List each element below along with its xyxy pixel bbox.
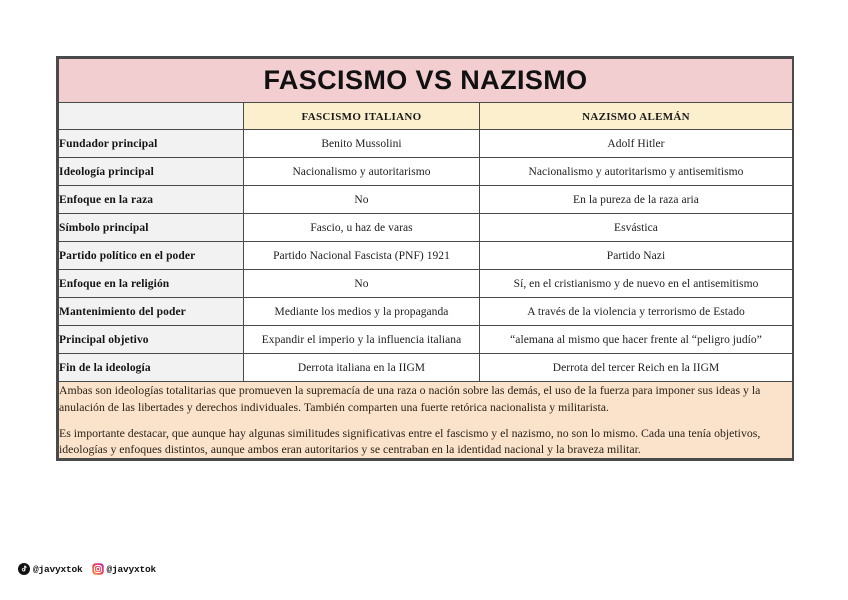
notes-row <box>59 382 793 459</box>
row-value-fascismo: Mediante los medios y la propaganda <box>244 298 480 326</box>
table-row <box>59 130 793 158</box>
row-value-fascismo: Expandir el imperio y la influencia italiana <box>244 326 480 354</box>
row-label: Enfoque en la religión <box>59 270 244 298</box>
comparison-sheet <box>56 56 794 461</box>
row-value-nazismo: Derrota del tercer Reich en la IIGM <box>480 354 793 382</box>
row-label: Fin de la ideología <box>59 354 244 382</box>
table-row <box>59 242 793 270</box>
row-value-fascismo: Partido Nacional Fascista (PNF) 1921 <box>244 242 480 270</box>
tiktok-handle: @javyxtok <box>33 563 83 575</box>
notes-section <box>59 382 793 459</box>
row-label: Ideología principal <box>59 158 244 186</box>
table-row <box>59 270 793 298</box>
row-label: Partido político en el poder <box>59 242 244 270</box>
table-row <box>59 354 793 382</box>
row-label: Mantenimiento del poder <box>59 298 244 326</box>
social-footer <box>18 563 156 575</box>
table-row <box>59 326 793 354</box>
notes-paragraph-1: Ambas son ideologías totalitarias que promueven la supremacía de una raza o nación sobre las demás, el uso de la fuerza para imponer sus ideas y la anulación de las libertades y derechos individuales. También comparten una fuerte retórica nacionalista y militarista. <box>59 383 761 414</box>
row-label: Principal objetivo <box>59 326 244 354</box>
row-value-fascismo: Nacionalismo y autoritarismo <box>244 158 480 186</box>
row-value-fascismo: Fascio, u haz de varas <box>244 214 480 242</box>
row-value-nazismo: “alemana al mismo que hacer frente al “peligro judío” <box>480 326 793 354</box>
row-value-fascismo: No <box>244 270 480 298</box>
header-fascismo-italiano-label: FASCISMO ITALIANO <box>301 111 422 123</box>
row-value-nazismo: En la pureza de la raza aria <box>480 186 793 214</box>
table-row <box>59 158 793 186</box>
table-row <box>59 298 793 326</box>
notes-paragraph-2: Es importante destacar, que aunque hay algunas similitudes significativas entre el fascismo y el nazismo, no son lo mismo. Cada una tenía objetivos, ideologías y enfoques distintos, aunque ambos eran autoritarios y se centraban en la identidad nacional y la braveza militar. <box>59 425 761 457</box>
document-title-cell <box>59 59 793 103</box>
table-body <box>59 59 793 459</box>
header-nazismo-aleman-label: NAZISMO ALEMÁN <box>582 111 690 123</box>
comparison-table <box>58 58 793 459</box>
tiktok-credit[interactable] <box>18 563 83 575</box>
row-value-fascismo: Derrota italiana en la IIGM <box>244 354 480 382</box>
header-blank-cell <box>59 103 244 130</box>
row-label: Fundador principal <box>59 130 244 158</box>
table-row <box>59 214 793 242</box>
row-value-fascismo: No <box>244 186 480 214</box>
instagram-handle: @javyxtok <box>106 563 157 575</box>
header-fascismo-italiano <box>244 103 480 130</box>
row-label: Símbolo principal <box>59 214 244 242</box>
row-label: Enfoque en la raza <box>59 186 244 214</box>
row-value-nazismo: Nacionalismo y autoritarismo y antisemitismo <box>480 158 793 186</box>
tiktok-icon <box>18 563 30 575</box>
row-value-fascismo: Benito Mussolini <box>244 130 480 158</box>
row-value-nazismo: Adolf Hitler <box>480 130 793 158</box>
table-row <box>59 186 793 214</box>
row-value-nazismo: Esvástica <box>480 214 793 242</box>
row-value-nazismo: Sí, en el cristianismo y de nuevo en el antisemitismo <box>480 270 793 298</box>
instagram-icon <box>92 563 104 575</box>
instagram-credit[interactable] <box>92 563 157 575</box>
title-row <box>59 59 793 103</box>
row-value-nazismo: A través de la violencia y terrorismo de Estado <box>480 298 793 326</box>
page-title: FASCISMO VS NAZISMO <box>263 65 588 95</box>
row-value-nazismo: Partido Nazi <box>480 242 793 270</box>
header-row <box>59 103 793 130</box>
header-nazismo-aleman <box>480 103 793 130</box>
